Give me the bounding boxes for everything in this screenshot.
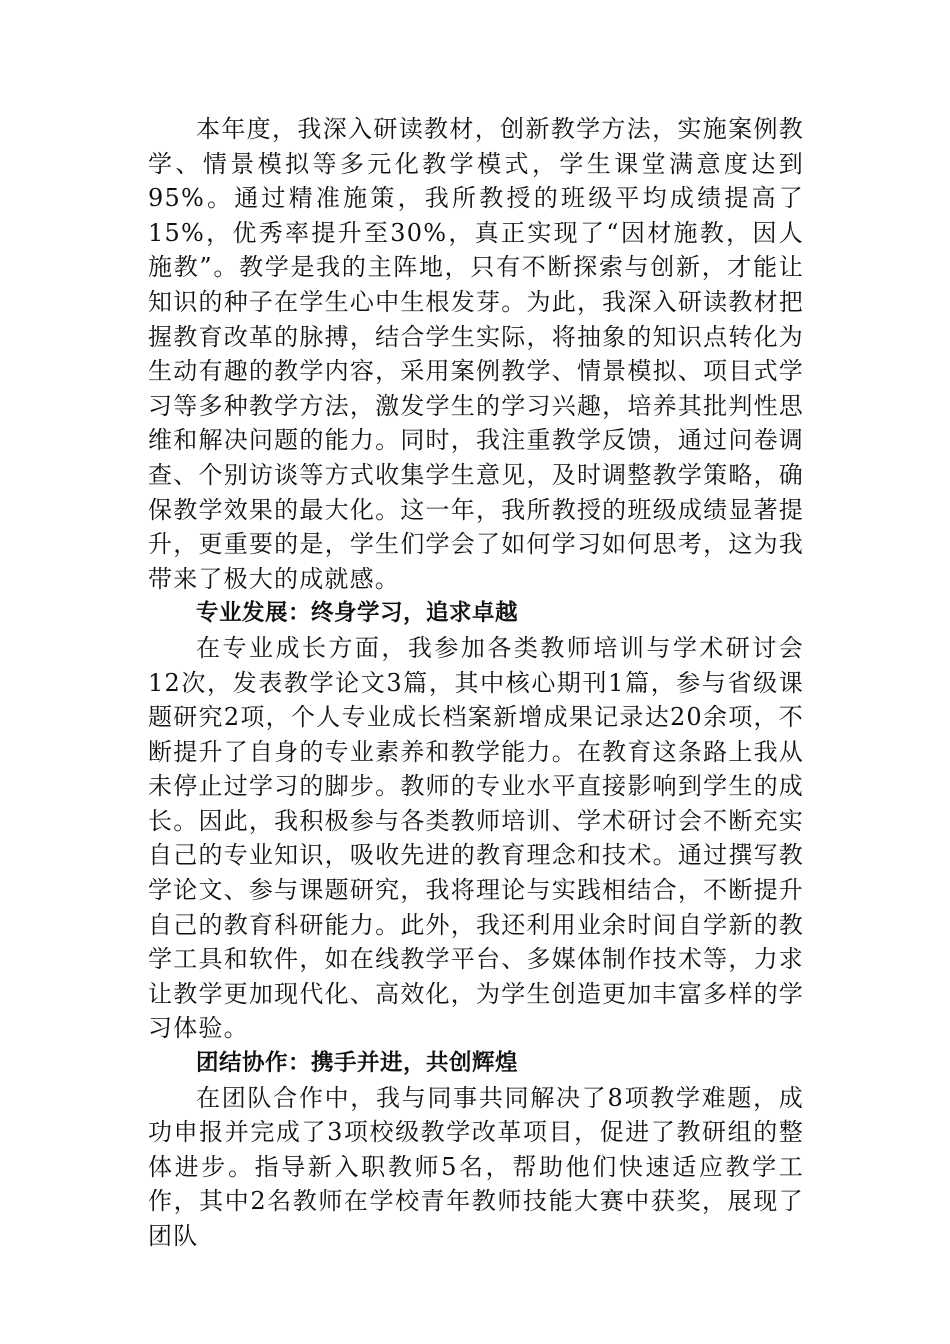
body-paragraph: 本年度，我深入研读教材，创新教学方法，实施案例教学、情景模拟等多元化教学模式，学生课堂满意度达到95%。通过精准施策，我所教授的班级平均成绩提高了15%，优秀率提升至30%，真正实现了“因材施教，因人施教”。教学是我的主阵地，只有不断探索与创新，才能让知识的种子在学生心中生根发芽。为此，我深入研读教材把握教育改革的脉搏，结合学生实际，将抽象的知识点转化为生动有趣的教学内容，采用案例教学、情景模拟、项目式学习等多种教学方法，激发学生的学习兴趣，培养其批判性思维和解决问题的能力。同时，我注重教学反馈，通过问卷调查、个别访谈等方式收集学生意见，及时调整教学策略，确保教学效果的最大化。这一年，我所教授的班级成绩显著提升，更重要的是，学生们学会了如何学习如何思考，这为我带来了极大的成就感。	[148, 115, 804, 593]
section-heading: 团结协作：携手并进，共创辉煌	[196, 1050, 519, 1077]
body-paragraph: 在专业成长方面，我参加各类教师培训与学术研讨会12次，发表教学论文3篇，其中核心期刊1篇，参与省级课题研究2项，个人专业成长档案新增成果记录达20余项，不断提升了自身的专业素养和教学能力。在教育这条路上我从未停止过学习的脚步。教师的专业水平直接影响到学生的成长。因此，我积极参与各类教师培训、学术研讨会不断充实自己的专业知识，吸收先进的教育理念和技术。通过撰写教学论文、参与课题研究，我将理论与实践相结合，不断提升自己的教育科研能力。此外，我还利用业余时间自学新的教学工具和软件，如在线教学平台、多媒体制作技术等，力求让教学更加现代化、高效化，为学生创造更加丰富多样的学习体验。	[148, 633, 804, 1043]
section-heading: 专业发展：终身学习，追求卓越	[196, 600, 519, 627]
body-paragraph: 在团队合作中，我与同事共同解决了8项教学难题，成功申报并完成了3项校级教学改革项目，促进了教研组的整体进步。指导新入职教师5名，帮助他们快速适应教学工作，其中2名教师在学校青年教师技能大赛中获奖，展现了团队	[148, 1083, 804, 1250]
document-page	[148, 112, 804, 1254]
